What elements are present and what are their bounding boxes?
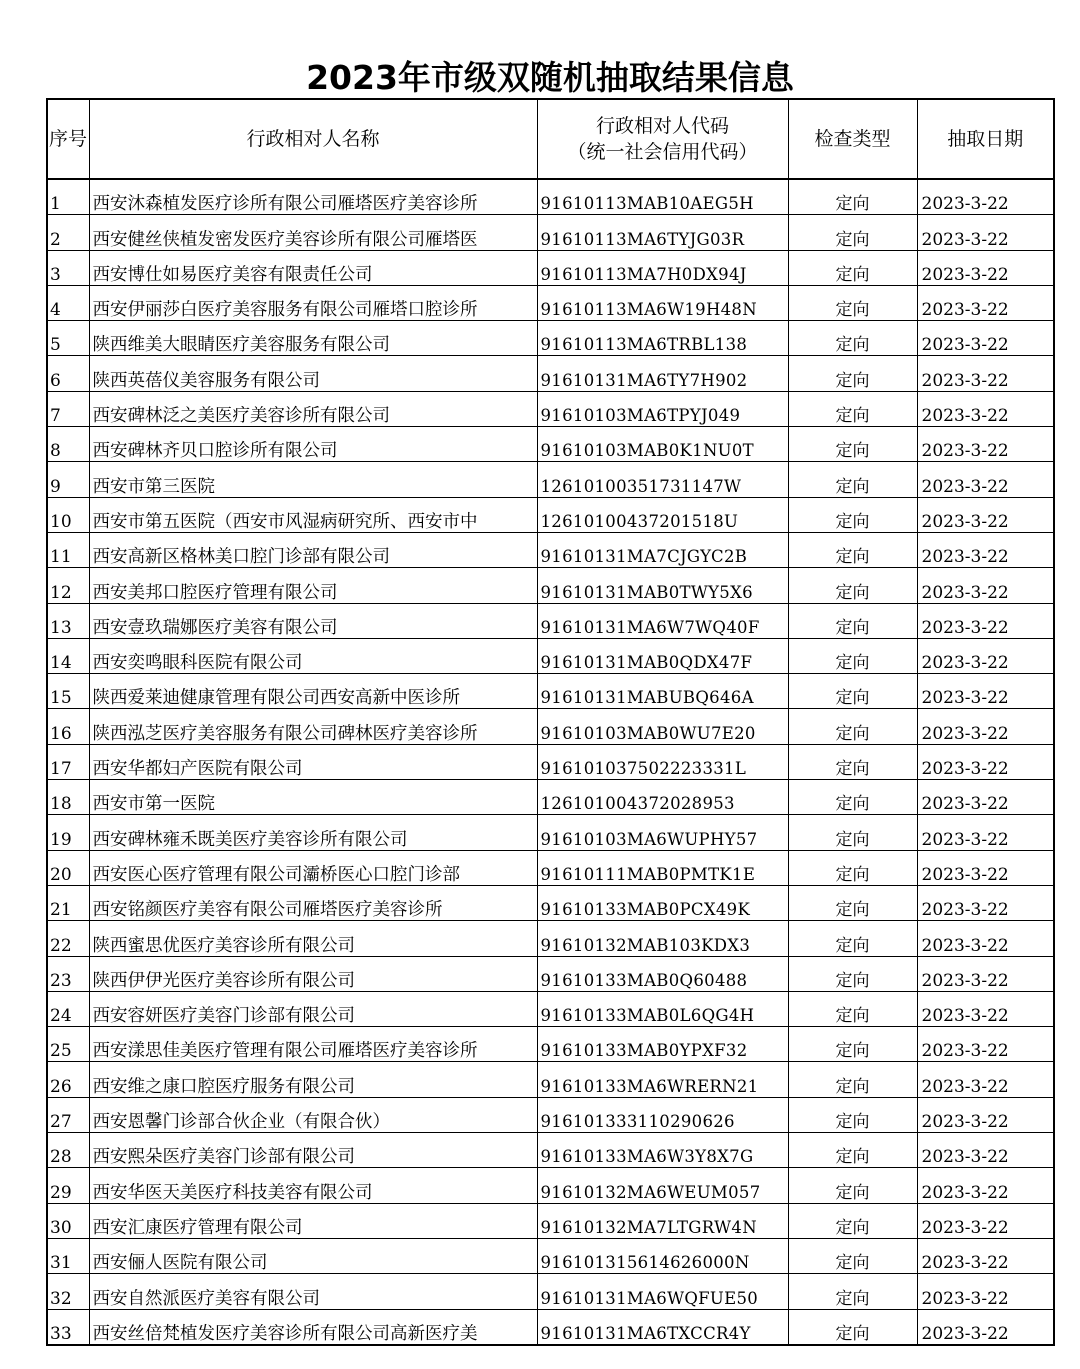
header-code-line2: （统一社会信用代码）: [567, 141, 758, 163]
cell-seq: 8: [47, 427, 89, 462]
cell-date: 2023-3-22: [917, 215, 1054, 250]
table-row: [47, 1203, 1054, 1238]
cell-seq: 1: [47, 179, 89, 215]
cell-type: 定向: [788, 427, 917, 462]
cell-seq: 19: [47, 815, 89, 850]
header-name: 行政相对人名称: [89, 99, 537, 179]
cell-code: 91610103MAB0WU7E20: [537, 709, 788, 744]
cell-code: 916101333110290626: [537, 1097, 788, 1132]
cell-type: 定向: [788, 1238, 917, 1273]
table-row: [47, 1097, 1054, 1132]
cell-date: 2023-3-22: [917, 427, 1054, 462]
table-row: [47, 497, 1054, 532]
cell-seq: 17: [47, 744, 89, 779]
cell-seq: 4: [47, 285, 89, 320]
cell-date: 2023-3-22: [917, 250, 1054, 285]
cell-type: 定向: [788, 568, 917, 603]
cell-date: 2023-3-22: [917, 815, 1054, 850]
table-row: [47, 250, 1054, 285]
table-row: [47, 356, 1054, 391]
table-row: [47, 1238, 1054, 1273]
cell-code: 91610131MA6WQFUE50: [537, 1274, 788, 1309]
cell-code: 91610113MA6TYJG03R: [537, 215, 788, 250]
cell-type: 定向: [788, 215, 917, 250]
cell-type: 定向: [788, 674, 917, 709]
cell-code: 91610132MA7LTGRW4N: [537, 1203, 788, 1238]
table-row: [47, 991, 1054, 1026]
table-row: [47, 885, 1054, 920]
cell-name: 西安碑林雍禾既美医疗美容诊所有限公司: [89, 815, 537, 850]
table-row: [47, 709, 1054, 744]
table-row: [47, 215, 1054, 250]
cell-date: 2023-3-22: [917, 780, 1054, 815]
cell-seq: 6: [47, 356, 89, 391]
header-code: [537, 99, 788, 179]
cell-seq: 30: [47, 1203, 89, 1238]
cell-seq: 24: [47, 991, 89, 1026]
table-row: [47, 462, 1054, 497]
cell-date: 2023-3-22: [917, 179, 1054, 215]
cell-name: 西安维之康口腔医疗服务有限公司: [89, 1062, 537, 1097]
cell-type: 定向: [788, 1168, 917, 1203]
cell-seq: 25: [47, 1027, 89, 1062]
cell-date: 2023-3-22: [917, 497, 1054, 532]
cell-date: 2023-3-22: [917, 744, 1054, 779]
cell-date: 2023-3-22: [917, 462, 1054, 497]
cell-type: 定向: [788, 1027, 917, 1062]
cell-type: 定向: [788, 497, 917, 532]
cell-seq: 21: [47, 885, 89, 920]
table-row: [47, 744, 1054, 779]
table-row: [47, 1027, 1054, 1062]
cell-name: 西安市第五医院（西安市风湿病研究所、西安市中: [89, 497, 537, 532]
table-row: [47, 391, 1054, 426]
cell-type: 定向: [788, 885, 917, 920]
cell-code: 91610131MAB0QDX47F: [537, 638, 788, 673]
cell-name: 陕西爱莱迪健康管理有限公司西安高新中医诊所: [89, 674, 537, 709]
cell-type: 定向: [788, 532, 917, 567]
cell-date: 2023-3-22: [917, 1168, 1054, 1203]
cell-type: 定向: [788, 1062, 917, 1097]
cell-seq: 5: [47, 321, 89, 356]
cell-name: 西安容妍医疗美容门诊部有限公司: [89, 991, 537, 1026]
cell-code: 91610113MA6W19H48N: [537, 285, 788, 320]
cell-name: 西安碑林泛之美医疗美容诊所有限公司: [89, 391, 537, 426]
cell-code: 91610103MAB0K1NU0T: [537, 427, 788, 462]
cell-date: 2023-3-22: [917, 1133, 1054, 1168]
cell-code: 91610133MAB0L6QG4H: [537, 991, 788, 1026]
cell-name: 西安碑林齐贝口腔诊所有限公司: [89, 427, 537, 462]
cell-name: 西安伊丽莎白医疗美容服务有限公司雁塔口腔诊所: [89, 285, 537, 320]
cell-seq: 22: [47, 921, 89, 956]
page-title: 2023年市级双随机抽取结果信息: [306, 58, 794, 97]
cell-code: 12610100437201518U: [537, 497, 788, 532]
table-row: [47, 780, 1054, 815]
cell-type: 定向: [788, 391, 917, 426]
cell-name: 西安华医天美医疗科技美容有限公司: [89, 1168, 537, 1203]
table-row: [47, 285, 1054, 320]
cell-seq: 28: [47, 1133, 89, 1168]
table-row: [47, 568, 1054, 603]
cell-date: 2023-3-22: [917, 568, 1054, 603]
cell-date: 2023-3-22: [917, 956, 1054, 991]
cell-code: 91610131MA6TXCCR4Y: [537, 1309, 788, 1345]
table-row: [47, 1062, 1054, 1097]
cell-name: 西安高新区格林美口腔门诊部有限公司: [89, 532, 537, 567]
table-body: [47, 179, 1054, 1345]
cell-name: 西安自然派医疗美容有限公司: [89, 1274, 537, 1309]
table-row: [47, 850, 1054, 885]
table-row: [47, 427, 1054, 462]
cell-name: 西安铭颜医疗美容有限公司雁塔医疗美容诊所: [89, 885, 537, 920]
cell-code: 91610133MA6W3Y8X7G: [537, 1133, 788, 1168]
cell-seq: 26: [47, 1062, 89, 1097]
cell-date: 2023-3-22: [917, 674, 1054, 709]
header-date: 抽取日期: [917, 99, 1054, 179]
cell-date: 2023-3-22: [917, 1309, 1054, 1345]
cell-type: 定向: [788, 462, 917, 497]
cell-seq: 15: [47, 674, 89, 709]
cell-seq: 29: [47, 1168, 89, 1203]
cell-code: 91610131MA7CJGYC2B: [537, 532, 788, 567]
cell-type: 定向: [788, 603, 917, 638]
cell-type: 定向: [788, 356, 917, 391]
cell-type: 定向: [788, 1309, 917, 1345]
cell-code: 91610113MA6TRBL138: [537, 321, 788, 356]
cell-type: 定向: [788, 1203, 917, 1238]
table-row: [47, 674, 1054, 709]
cell-name: 西安汇康医疗管理有限公司: [89, 1203, 537, 1238]
cell-code: 91610103MA6WUPHY57: [537, 815, 788, 850]
results-table: [46, 98, 1055, 1346]
cell-type: 定向: [788, 780, 917, 815]
cell-type: 定向: [788, 179, 917, 215]
table-row: [47, 1133, 1054, 1168]
cell-type: 定向: [788, 956, 917, 991]
cell-name: 西安壹玖瑞娜医疗美容有限公司: [89, 603, 537, 638]
cell-code: 91610103MA6TPYJ049: [537, 391, 788, 426]
cell-seq: 23: [47, 956, 89, 991]
cell-date: 2023-3-22: [917, 1097, 1054, 1132]
cell-date: 2023-3-22: [917, 285, 1054, 320]
cell-seq: 20: [47, 850, 89, 885]
cell-name: 陕西泓芝医疗美容服务有限公司碑林医疗美容诊所: [89, 709, 537, 744]
cell-type: 定向: [788, 921, 917, 956]
cell-code: 12610100351731147W: [537, 462, 788, 497]
table-row: [47, 956, 1054, 991]
table-row: [47, 638, 1054, 673]
cell-seq: 12: [47, 568, 89, 603]
cell-name: 西安医心医疗管理有限公司灞桥医心口腔门诊部: [89, 850, 537, 885]
cell-name: 西安健丝侠植发密发医疗美容诊所有限公司雁塔医: [89, 215, 537, 250]
table-row: [47, 1309, 1054, 1345]
cell-type: 定向: [788, 850, 917, 885]
cell-type: 定向: [788, 285, 917, 320]
cell-type: 定向: [788, 250, 917, 285]
cell-seq: 2: [47, 215, 89, 250]
cell-name: 西安恩馨门诊部合伙企业（有限合伙）: [89, 1097, 537, 1132]
cell-date: 2023-3-22: [917, 1062, 1054, 1097]
table-row: [47, 1274, 1054, 1309]
cell-code: 91610113MAB10AEG5H: [537, 179, 788, 215]
cell-date: 2023-3-22: [917, 709, 1054, 744]
cell-code: 91610133MA6WRERN21: [537, 1062, 788, 1097]
cell-code: 91610111MAB0PMTK1E: [537, 850, 788, 885]
table-row: [47, 179, 1054, 215]
cell-code: 91610132MAB103KDX3: [537, 921, 788, 956]
cell-date: 2023-3-22: [917, 850, 1054, 885]
table-row: [47, 1168, 1054, 1203]
cell-code: 91610133MAB0YPXF32: [537, 1027, 788, 1062]
cell-code: 91610131MAB0TWY5X6: [537, 568, 788, 603]
cell-date: 2023-3-22: [917, 991, 1054, 1026]
cell-name: 西安美邦口腔医疗管理有限公司: [89, 568, 537, 603]
cell-date: 2023-3-22: [917, 638, 1054, 673]
cell-code: 91610133MAB0Q60488: [537, 956, 788, 991]
cell-name: 西安丝倍梵植发医疗美容诊所有限公司高新医疗美: [89, 1309, 537, 1345]
table-row: [47, 532, 1054, 567]
header-seq: 序号: [47, 99, 89, 179]
cell-name: 西安市第一医院: [89, 780, 537, 815]
cell-seq: 13: [47, 603, 89, 638]
cell-date: 2023-3-22: [917, 1203, 1054, 1238]
header-type: 检查类型: [788, 99, 917, 179]
table-row: [47, 921, 1054, 956]
cell-name: 陕西伊伊光医疗美容诊所有限公司: [89, 956, 537, 991]
cell-date: 2023-3-22: [917, 1238, 1054, 1273]
cell-code: 916101315614626000N: [537, 1238, 788, 1273]
cell-name: 西安熙朵医疗美容门诊部有限公司: [89, 1133, 537, 1168]
cell-seq: 3: [47, 250, 89, 285]
cell-seq: 18: [47, 780, 89, 815]
cell-seq: 16: [47, 709, 89, 744]
cell-name: 西安博仕如易医疗美容有限责任公司: [89, 250, 537, 285]
cell-type: 定向: [788, 1097, 917, 1132]
cell-name: 陕西维美大眼睛医疗美容服务有限公司: [89, 321, 537, 356]
cell-type: 定向: [788, 1274, 917, 1309]
cell-date: 2023-3-22: [917, 603, 1054, 638]
cell-seq: 27: [47, 1097, 89, 1132]
cell-type: 定向: [788, 321, 917, 356]
cell-seq: 33: [47, 1309, 89, 1345]
table-row: [47, 603, 1054, 638]
cell-seq: 31: [47, 1238, 89, 1273]
cell-date: 2023-3-22: [917, 356, 1054, 391]
cell-code: 91610132MA6WEUM057: [537, 1168, 788, 1203]
table-row: [47, 815, 1054, 850]
cell-name: 西安市第三医院: [89, 462, 537, 497]
cell-type: 定向: [788, 744, 917, 779]
cell-date: 2023-3-22: [917, 321, 1054, 356]
cell-name: 陕西蜜思优医疗美容诊所有限公司: [89, 921, 537, 956]
cell-name: 西安漾思佳美医疗管理有限公司雁塔医疗美容诊所: [89, 1027, 537, 1062]
cell-code: 91610131MA6TY7H902: [537, 356, 788, 391]
cell-type: 定向: [788, 991, 917, 1026]
table-row: [47, 321, 1054, 356]
cell-date: 2023-3-22: [917, 391, 1054, 426]
cell-date: 2023-3-22: [917, 1027, 1054, 1062]
cell-date: 2023-3-22: [917, 921, 1054, 956]
cell-code: 91610113MA7H0DX94J: [537, 250, 788, 285]
cell-name: 西安华都妇产医院有限公司: [89, 744, 537, 779]
cell-seq: 9: [47, 462, 89, 497]
cell-name: 西安俪人医院有限公司: [89, 1238, 537, 1273]
cell-seq: 32: [47, 1274, 89, 1309]
cell-type: 定向: [788, 1133, 917, 1168]
cell-name: 西安奕鸣眼科医院有限公司: [89, 638, 537, 673]
header-row: [47, 99, 1054, 179]
cell-code: 916101037502223331L: [537, 744, 788, 779]
cell-seq: 7: [47, 391, 89, 426]
cell-type: 定向: [788, 638, 917, 673]
cell-date: 2023-3-22: [917, 885, 1054, 920]
cell-seq: 10: [47, 497, 89, 532]
cell-name: 西安沐森植发医疗诊所有限公司雁塔医疗美容诊所: [89, 179, 537, 215]
cell-code: 91610131MA6W7WQ40F: [537, 603, 788, 638]
cell-seq: 14: [47, 638, 89, 673]
cell-type: 定向: [788, 815, 917, 850]
cell-date: 2023-3-22: [917, 532, 1054, 567]
cell-code: 91610133MAB0PCX49K: [537, 885, 788, 920]
cell-code: 91610131MABUBQ646A: [537, 674, 788, 709]
cell-code: 126101004372028953: [537, 780, 788, 815]
cell-type: 定向: [788, 709, 917, 744]
cell-date: 2023-3-22: [917, 1274, 1054, 1309]
cell-seq: 11: [47, 532, 89, 567]
cell-name: 陕西英蓓仪美容服务有限公司: [89, 356, 537, 391]
header-code-line1: 行政相对人代码: [595, 115, 729, 137]
